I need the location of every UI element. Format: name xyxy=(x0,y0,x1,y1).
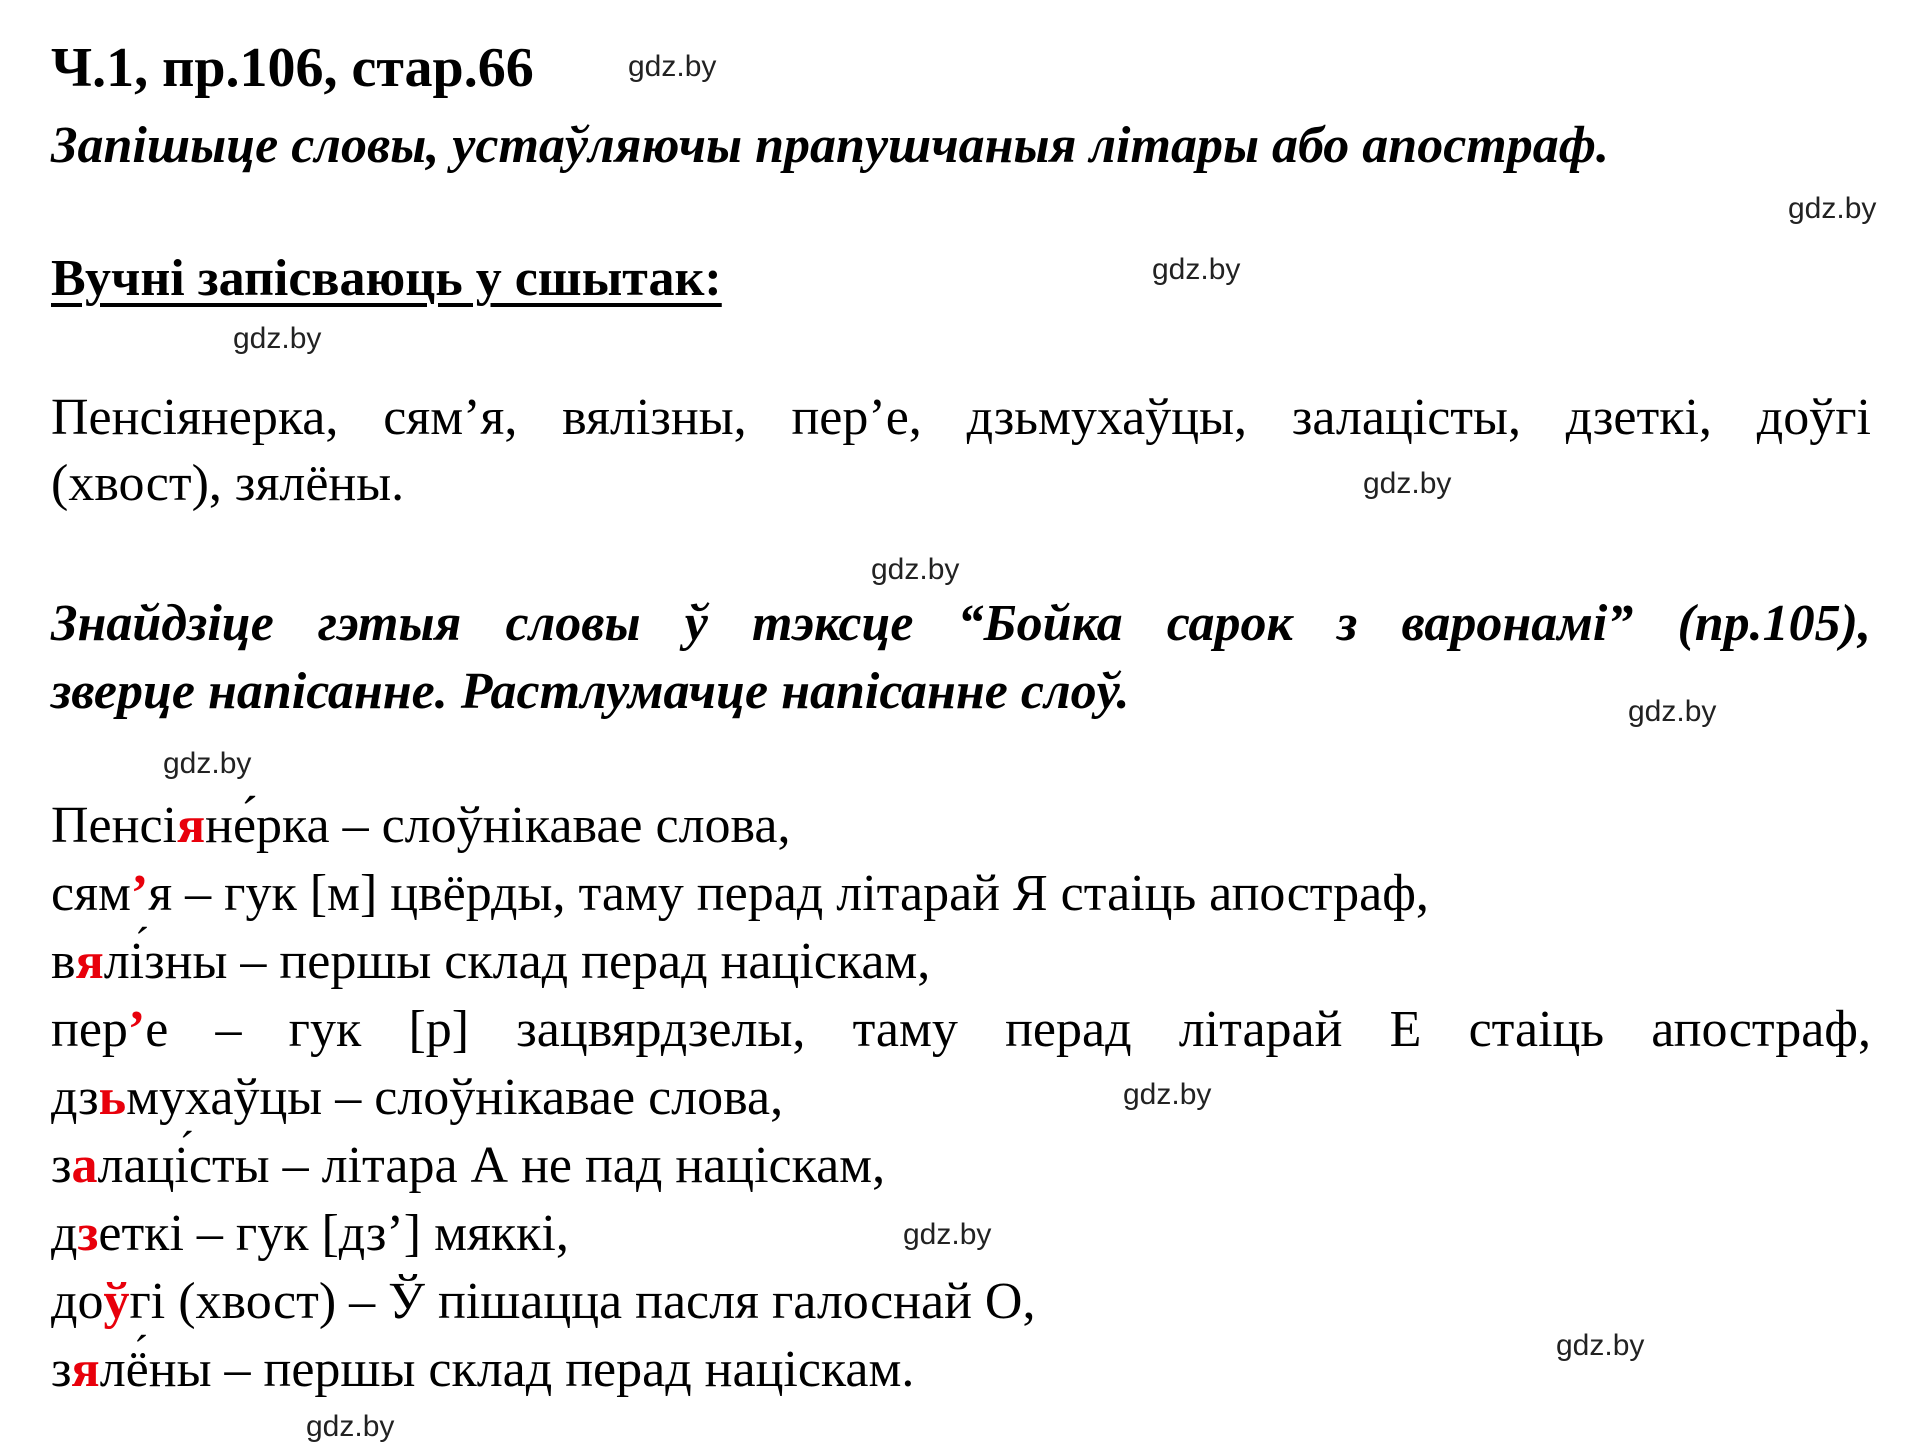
watermark: gdz.by xyxy=(1123,1078,1212,1111)
answer-text: дз xyxy=(51,1069,99,1126)
watermark: gdz.by xyxy=(1556,1329,1645,1362)
highlighted-letter: ь xyxy=(98,1069,127,1126)
answer-text: пер xyxy=(51,1001,128,1058)
answer-line xyxy=(51,1064,783,1132)
answer-line xyxy=(51,928,930,996)
section-heading: Вучні запісваюць у сшытак: xyxy=(51,250,722,307)
answer-text: еткі – гук [дз’] мяккі, xyxy=(98,1205,569,1262)
answer-text: з xyxy=(51,1341,72,1398)
highlighted-letter: я xyxy=(177,797,206,854)
word-list-line: (хвост), зялёны. xyxy=(51,455,405,512)
watermark: gdz.by xyxy=(233,322,322,355)
answer-text: л xyxy=(99,1341,126,1398)
answer-text: до xyxy=(51,1273,104,1330)
answer-text: Пенсі xyxy=(51,797,177,854)
watermark: gdz.by xyxy=(903,1218,992,1251)
highlighted-letter: ’ xyxy=(127,1001,146,1058)
answer-text: гі (хвост) – Ў пішацца пасля галоснай О, xyxy=(129,1273,1036,1330)
word-list xyxy=(51,385,1871,517)
answer-text: не́рка – слоўнікавае слова, xyxy=(205,797,791,854)
watermark: gdz.by xyxy=(628,50,717,83)
watermark: gdz.by xyxy=(871,553,960,586)
highlighted-letter: я xyxy=(71,1341,100,1398)
answer-text: сты – літара А не пад націскам, xyxy=(188,1137,886,1194)
page-title: Ч.1, пр.106, стар.66 xyxy=(51,37,534,99)
answer-text: ны – першы склад перад націскам. xyxy=(148,1341,915,1398)
watermark: gdz.by xyxy=(1152,253,1241,286)
stressed-letter: і ´ xyxy=(174,1132,188,1200)
answer-text: сям xyxy=(51,865,131,922)
highlighted-letter: а xyxy=(71,1137,98,1194)
task-instruction-2 xyxy=(51,590,1871,726)
answer-text: лац xyxy=(97,1137,175,1194)
answer-line xyxy=(51,1200,569,1268)
task-instruction-line: зверце напісанне. Растлумачце напісанне слоў. xyxy=(51,663,1130,720)
answer-line xyxy=(51,996,1871,1064)
answer-line xyxy=(51,1268,1035,1336)
answer-text: в xyxy=(51,933,76,990)
answer-text: з xyxy=(51,1137,72,1194)
answer-line xyxy=(51,860,1429,928)
answer-text: е – гук [р] зацвярдзелы, таму перад літарай Е стаіць апостраф, xyxy=(145,1001,1871,1058)
stressed-letter: і ´ xyxy=(130,928,144,996)
answer-text: зны – першы склад перад націскам, xyxy=(144,933,931,990)
answer-line xyxy=(51,1336,914,1404)
answer-text: я – гук [м] цвёрды, таму перад літарай Я стаіць апостраф, xyxy=(148,865,1429,922)
task-instruction xyxy=(51,112,1871,180)
highlighted-letter: ў xyxy=(103,1273,130,1330)
answer-text: д xyxy=(51,1205,78,1262)
highlighted-letter: з xyxy=(77,1205,99,1262)
answer-text: мухаўцы – слоўнікавае слова, xyxy=(126,1069,784,1126)
answer-line xyxy=(51,792,790,860)
task-instruction-text: Запішыце словы, устаўляючы прапушчаныя літары або апостраф. xyxy=(51,117,1609,174)
watermark: gdz.by xyxy=(1363,467,1452,500)
watermark: gdz.by xyxy=(163,747,252,780)
watermark: gdz.by xyxy=(1788,192,1877,225)
highlighted-letter: ’ xyxy=(130,865,149,922)
watermark: gdz.by xyxy=(306,1410,395,1443)
stressed-letter: ё ´ xyxy=(126,1336,149,1404)
answer-text: л xyxy=(103,933,130,990)
task-instruction-line: Знайдзіце гэтыя словы ў тэксце “Бойка сарок з варонамі” (пр.105), xyxy=(51,595,1871,652)
highlighted-letter: я xyxy=(75,933,104,990)
watermark: gdz.by xyxy=(1628,695,1717,728)
word-list-line: Пенсіянерка, сям’я, вялізны, пер’е, дзьмухаўцы, залацісты, дзеткі, доўгі xyxy=(51,389,1871,446)
answer-line xyxy=(51,1132,885,1200)
